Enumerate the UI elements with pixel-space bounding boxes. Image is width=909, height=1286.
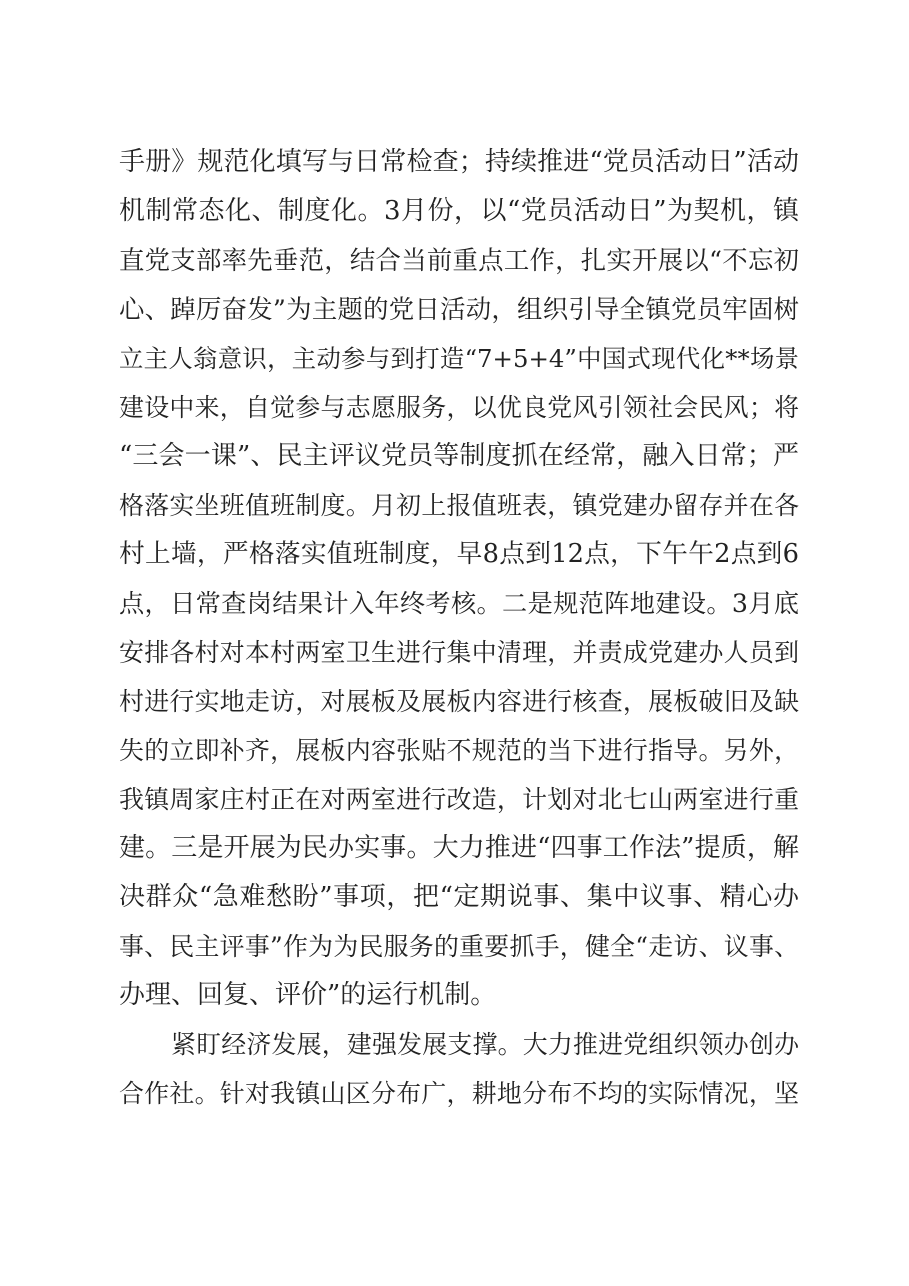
- text-line: 办理、回复、评价”的运行机制。: [119, 980, 497, 1010]
- paragraph-2: [119, 1020, 799, 1118]
- text-line: 直党支部率先垂范，结合当前重点工作，扎实开展以“不忘初: [119, 245, 799, 275]
- text-line: 紧盯经济发展，建强发展支撑。大力推进党组织领办创办: [171, 1030, 799, 1059]
- text-line: 决群众“急难愁盼”事项，把“定期说事、集中议事、精心办: [119, 882, 799, 912]
- text-line: 点，日常查岗结果计入年终考核。二是规范阵地建设。3月底: [119, 589, 799, 618]
- text-line: 建设中来，自觉参与志愿服务，以优良党风引领社会民风；将: [119, 393, 799, 422]
- text-line: 安排各村对本村两室卫生进行集中清理，并责成党建办人员到: [119, 638, 799, 667]
- text-line: 失的立即补齐，展板内容张贴不规范的当下进行指导。另外，: [119, 736, 799, 765]
- text-line: “三会一课”、民主评议党员等制度抓在经常，融入日常；严: [119, 441, 799, 471]
- document-body: [119, 138, 799, 1118]
- text-line: 手册》规范化填写与日常检查；持续推进“党员活动日”活动: [119, 147, 799, 177]
- text-line: 立主人翁意识，主动参与到打造“7+5+4”中国式现代化**场景: [119, 344, 799, 373]
- paragraph-1: [119, 138, 799, 1020]
- text-line: 合作社。针对我镇山区分布广，耕地分布不均的实际情况，坚: [119, 1079, 799, 1108]
- text-line: 机制常态化、制度化。3月份，以“党员活动日”为契机，镇: [119, 196, 799, 226]
- text-line: 建。三是开展为民办实事。大力推进“四事工作法”提质，解: [119, 833, 799, 863]
- text-line: 我镇周家庄村正在对两室进行改造，计划对北七山两室进行重: [119, 785, 799, 814]
- text-line: 心、踔厉奋发”为主题的党日活动，组织引导全镇党员牢固树: [119, 294, 799, 324]
- text-line: 村上墙，严格落实值班制度，早8点到12点，下午午2点到6: [119, 539, 799, 569]
- text-line: 村进行实地走访，对展板及展板内容进行核查，展板破旧及缺: [119, 687, 799, 716]
- text-line: 事、民主评事”作为为民服务的重要抓手，健全“走访、议事、: [119, 932, 799, 961]
- text-line: 格落实坐班值班制度。月初上报值班表，镇党建办留存并在各: [119, 491, 799, 520]
